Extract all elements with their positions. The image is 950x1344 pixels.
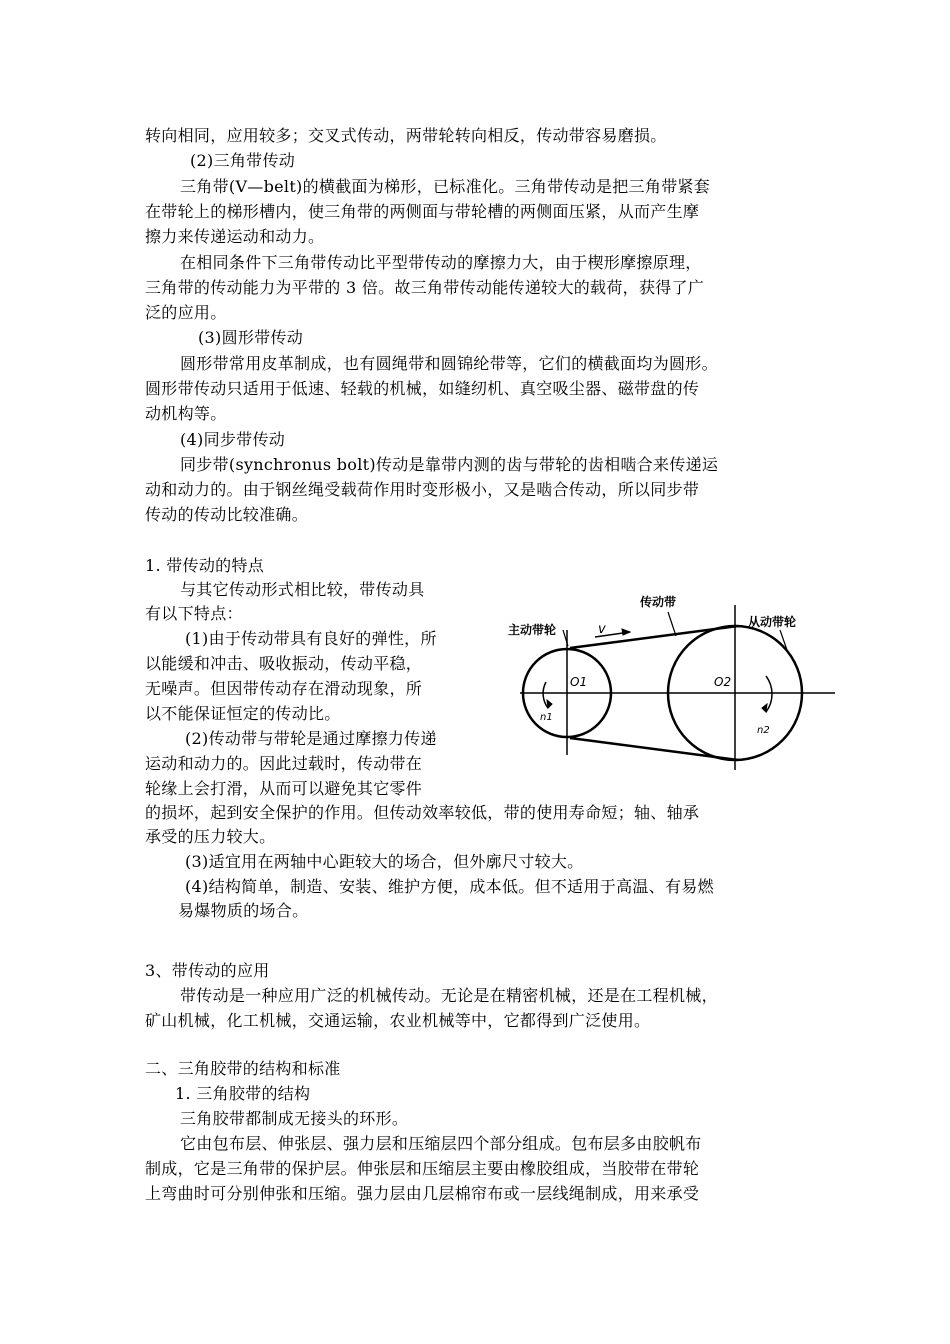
driving-pulley-label: 主动带轮 bbox=[508, 623, 557, 637]
text-line: 易爆物质的场合。 bbox=[178, 901, 309, 920]
speed2-label: n2 bbox=[757, 725, 770, 736]
section-heading: (3)圆形带传动 bbox=[198, 328, 304, 347]
text-line: 三角带(V—belt)的横截面为梯形，已标准化。三角带传动是把三角带紧套 bbox=[180, 177, 711, 196]
center2-label: O2 bbox=[714, 675, 732, 689]
text-line: 无噪声。但因带传动存在滑动现象，所 bbox=[145, 679, 423, 698]
leader-line bbox=[668, 612, 676, 636]
section-heading: (2)三角带传动 bbox=[190, 151, 296, 170]
arrow-head-icon bbox=[762, 704, 767, 712]
belt-bottom bbox=[570, 738, 738, 760]
text-line: 传动的传动比较准确。 bbox=[145, 505, 309, 524]
text-line: 运动和动力的。因此过载时，传动带在 bbox=[145, 754, 423, 773]
text-line: 制成，它是三角带的保护层。伸张层和压缩层主要由橡胶组成，当胶带在带轮 bbox=[145, 1159, 700, 1178]
text-line: 圆形带传动只适用于低速、轻载的机械，如缝纫机、真空吸尘器、磁带盘的传 bbox=[145, 379, 700, 398]
text-line: 与其它传动形式相比较，带传动具 bbox=[180, 580, 425, 599]
text-line: 动机构等。 bbox=[145, 404, 227, 423]
section-heading: 1. 带传动的特点 bbox=[145, 556, 265, 575]
section-heading: (4)同步带传动 bbox=[180, 430, 286, 449]
text-line: 有以下特点： bbox=[145, 604, 243, 623]
text-line: 在相同条件下三角带传动比平型带传动的摩擦力大，由于楔形摩擦原理， bbox=[180, 253, 702, 272]
text-line: 泛的应用。 bbox=[145, 303, 227, 322]
text-line: 在带轮上的梯形槽内，使三角带的两侧面与带轮槽的两侧面压紧，从而产生摩 bbox=[145, 202, 700, 221]
arrow-head-icon bbox=[622, 629, 630, 635]
text-line: 上弯曲时可分别伸张和压缩。强力层由几层棉帘布或一层线绳制成，用来承受 bbox=[145, 1184, 700, 1203]
belt-label: 传动带 bbox=[640, 595, 677, 609]
text-line: 带传动是一种应用广泛的机械传动。无论是在精密机械，还是在工程机械， bbox=[180, 986, 718, 1005]
text-line: 擦力来传递运动和动力。 bbox=[145, 227, 325, 246]
text-line: (1)由于传动带具有良好的弹性，所 bbox=[185, 629, 437, 648]
text-line: 轮缘上会打滑，从而可以避免其它零件 bbox=[145, 779, 423, 798]
text-line: (2)传动带与带轮是通过摩擦力传递 bbox=[185, 729, 437, 748]
text-line: 它由包布层、伸张层、强力层和压缩层四个部分组成。包布层多由胶帆布 bbox=[180, 1134, 702, 1153]
text-line: (4)结构简单，制造、安装、维护方便，成本低。但不适用于高温、有易燃 bbox=[185, 877, 714, 896]
text-line: (3)适宜用在两轴中心距较大的场合，但外廓尺寸较大。 bbox=[185, 852, 584, 871]
text-line: 以不能保证恒定的传动比。 bbox=[145, 704, 341, 723]
velocity-label: v bbox=[598, 622, 606, 637]
text-line: 三角胶带都制成无接头的环形。 bbox=[180, 1109, 409, 1128]
driven-pulley-label: 从动带轮 bbox=[748, 615, 797, 629]
section-heading: 1. 三角胶带的结构 bbox=[175, 1084, 311, 1103]
text-line: 圆形带常用皮革制成，也有圆绳带和圆锦纶带等，它们的横截面均为圆形。 bbox=[180, 354, 718, 373]
text-line: 转向相同，应用较多；交叉式传动，两带轮转向相反，传动带容易磨损。 bbox=[145, 126, 667, 145]
center1-label: O1 bbox=[570, 675, 588, 689]
text-line: 同步带(synchronus bolt)传动是靠带内测的齿与带轮的齿相啮合来传递运 bbox=[180, 455, 719, 474]
section-heading: 3、带传动的应用 bbox=[145, 961, 270, 980]
arrow-head-icon bbox=[547, 700, 552, 708]
text-line: 承受的压力较大。 bbox=[145, 827, 276, 846]
text-line: 矿山机械，化工机械，交通运输，农业机械等中，它都得到广泛使用。 bbox=[145, 1011, 651, 1030]
section-heading: 二、三角胶带的结构和标准 bbox=[145, 1059, 341, 1078]
text-line: 的损坏，起到安全保护的作用。但传动效率较低，带的使用寿命短；轴、轴承 bbox=[145, 803, 700, 822]
belt-drive-diagram bbox=[500, 590, 845, 775]
text-line: 动和动力的。由于钢丝绳受载荷作用时变形极小，又是啮合传动，所以同步带 bbox=[145, 480, 700, 499]
speed1-label: n1 bbox=[540, 712, 553, 723]
text-line: 以能缓和冲击、吸收振动，传动平稳， bbox=[145, 654, 423, 673]
text-line: 三角带的传动能力为平带的 3 倍。故三角带传动能传递较大的载荷，获得了广 bbox=[145, 278, 705, 297]
